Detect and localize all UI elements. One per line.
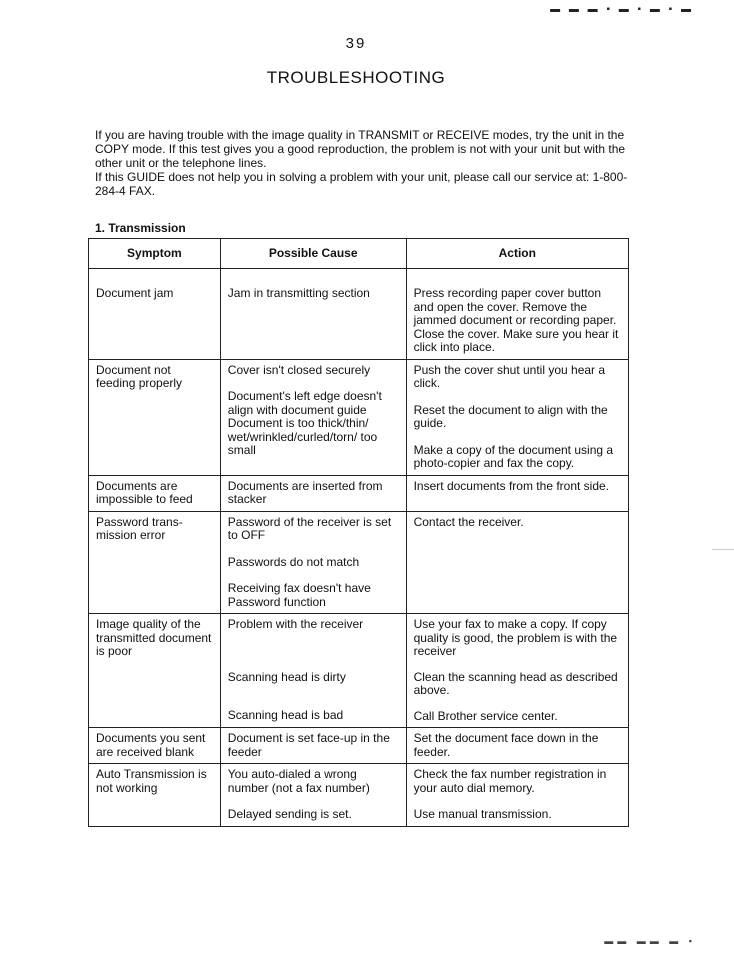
action-cell bbox=[406, 764, 628, 827]
page-number: 39 bbox=[345, 35, 367, 52]
symptom-cell bbox=[89, 511, 221, 614]
cause-cell bbox=[220, 269, 406, 360]
symptom-text: Documents are impossible to feed bbox=[96, 478, 193, 506]
action-text: Make a copy of the document using a photo-copier and fax the copy. bbox=[413, 442, 614, 470]
cause-text: Scanning head is dirty bbox=[227, 669, 346, 684]
action-cell bbox=[406, 614, 628, 728]
table-row bbox=[89, 359, 629, 475]
cause-text: Delayed sending is set. bbox=[227, 807, 352, 821]
cause-cell bbox=[220, 511, 406, 614]
cause-cell bbox=[220, 728, 406, 764]
action-cell bbox=[406, 359, 628, 475]
action-text: Call Brother service center. bbox=[413, 708, 558, 723]
action-text: Check the fax number registration in your auto dial memory. bbox=[413, 767, 607, 795]
table-row bbox=[89, 728, 629, 764]
intro-text bbox=[95, 128, 635, 198]
intro-paragraph: If you are having trouble with the image quality in TRANSMIT or RECEIVE modes, try the unit in the COPY mode. If this test gives you a good reproduction, the problem is not with your unit but with the other unit or the telephone lines. bbox=[95, 128, 626, 170]
cause-text: Document is set face-up in the feeder bbox=[227, 731, 390, 759]
table-row bbox=[89, 764, 629, 827]
symptom-cell bbox=[89, 359, 221, 475]
action-text: Push the cover shut until you hear a click. bbox=[413, 362, 606, 390]
troubleshooting-table bbox=[88, 238, 629, 827]
symptom-text: Auto Transmission is not working bbox=[96, 767, 207, 795]
section-heading: 1. Transmission bbox=[95, 221, 186, 235]
cause-cell bbox=[220, 614, 406, 728]
cause-text: Receiving fax doesn't have Password function bbox=[227, 581, 371, 609]
symptom-text: Document not feeding properly bbox=[96, 362, 183, 390]
scan-artifact-margin-line bbox=[712, 549, 734, 550]
action-text: Contact the receiver. bbox=[413, 514, 524, 529]
scan-artifact-top: ▬ ▬ ▬ ▪ ▬ ▪ ▬ ▪ ▬ bbox=[550, 4, 694, 15]
cause-text: Documents are inserted from stacker bbox=[227, 478, 383, 506]
table-row bbox=[89, 269, 629, 360]
cause-cell bbox=[220, 764, 406, 827]
action-text: Use manual transmission. bbox=[413, 807, 552, 821]
action-cell bbox=[406, 511, 628, 614]
cause-cell bbox=[220, 475, 406, 511]
cause-text: Problem with the receiver bbox=[227, 617, 364, 631]
symptom-cell bbox=[89, 614, 221, 728]
cause-text: You auto-dialed a wrong number (not a fax number) bbox=[227, 767, 370, 795]
cause-text: Scanning head is bad bbox=[227, 708, 344, 722]
intro-paragraph: If this GUIDE does not help you in solving a problem with your unit, please call our service at: 1-800-284-4 FAX. bbox=[95, 170, 628, 198]
action-text: Reset the document to align with the guide. bbox=[413, 402, 608, 430]
table-row bbox=[89, 511, 629, 614]
table-header-row bbox=[89, 239, 629, 269]
action-cell bbox=[406, 475, 628, 511]
cause-text: Document's left edge doesn't align with document guide bbox=[227, 389, 382, 417]
action-text: Insert documents from the front side. bbox=[413, 478, 610, 493]
page-title: TROUBLESHOOTING bbox=[266, 68, 446, 87]
action-text: Use your fax to make a copy. If copy quality is good, the problem is with the receiver bbox=[413, 617, 618, 658]
symptom-text: Password trans- mission error bbox=[96, 514, 183, 542]
header-action: Action bbox=[406, 239, 628, 269]
symptom-text: Document jam bbox=[96, 286, 174, 300]
action-cell bbox=[406, 728, 628, 764]
cause-text: Password of the receiver is set to OFF bbox=[227, 514, 392, 542]
symptom-cell bbox=[89, 269, 221, 360]
cause-text: Jam in transmitting section bbox=[227, 286, 370, 300]
cause-text: Document is too thick/thin/ wet/wrinkled/curled/torn/ too small bbox=[227, 416, 378, 457]
symptom-text: Documents you sent are received blank bbox=[96, 731, 206, 759]
symptom-cell bbox=[89, 764, 221, 827]
table-row bbox=[89, 475, 629, 511]
header-possible-cause: Possible Cause bbox=[220, 239, 406, 269]
cause-text: Cover isn't closed securely bbox=[227, 362, 371, 377]
symptom-cell bbox=[89, 728, 221, 764]
action-text: Press recording paper cover button and open the cover. Remove the jammed document or recording paper. Close the cover. Make sure you hear it click into place. bbox=[413, 286, 619, 354]
action-text: Set the document face down in the feeder. bbox=[413, 731, 599, 759]
action-text: Clean the scanning head as described above. bbox=[413, 669, 618, 697]
symptom-cell bbox=[89, 475, 221, 511]
table-row bbox=[89, 614, 629, 728]
header-symptom: Symptom bbox=[89, 239, 221, 269]
cause-text: Passwords do not match bbox=[227, 554, 360, 569]
scan-artifact-bottom: ▬▬ ▬▬ ▬ ▪ bbox=[604, 936, 696, 946]
cause-cell bbox=[220, 359, 406, 475]
symptom-text: Image quality of the transmitted document is poor bbox=[96, 617, 212, 658]
action-cell bbox=[406, 269, 628, 360]
